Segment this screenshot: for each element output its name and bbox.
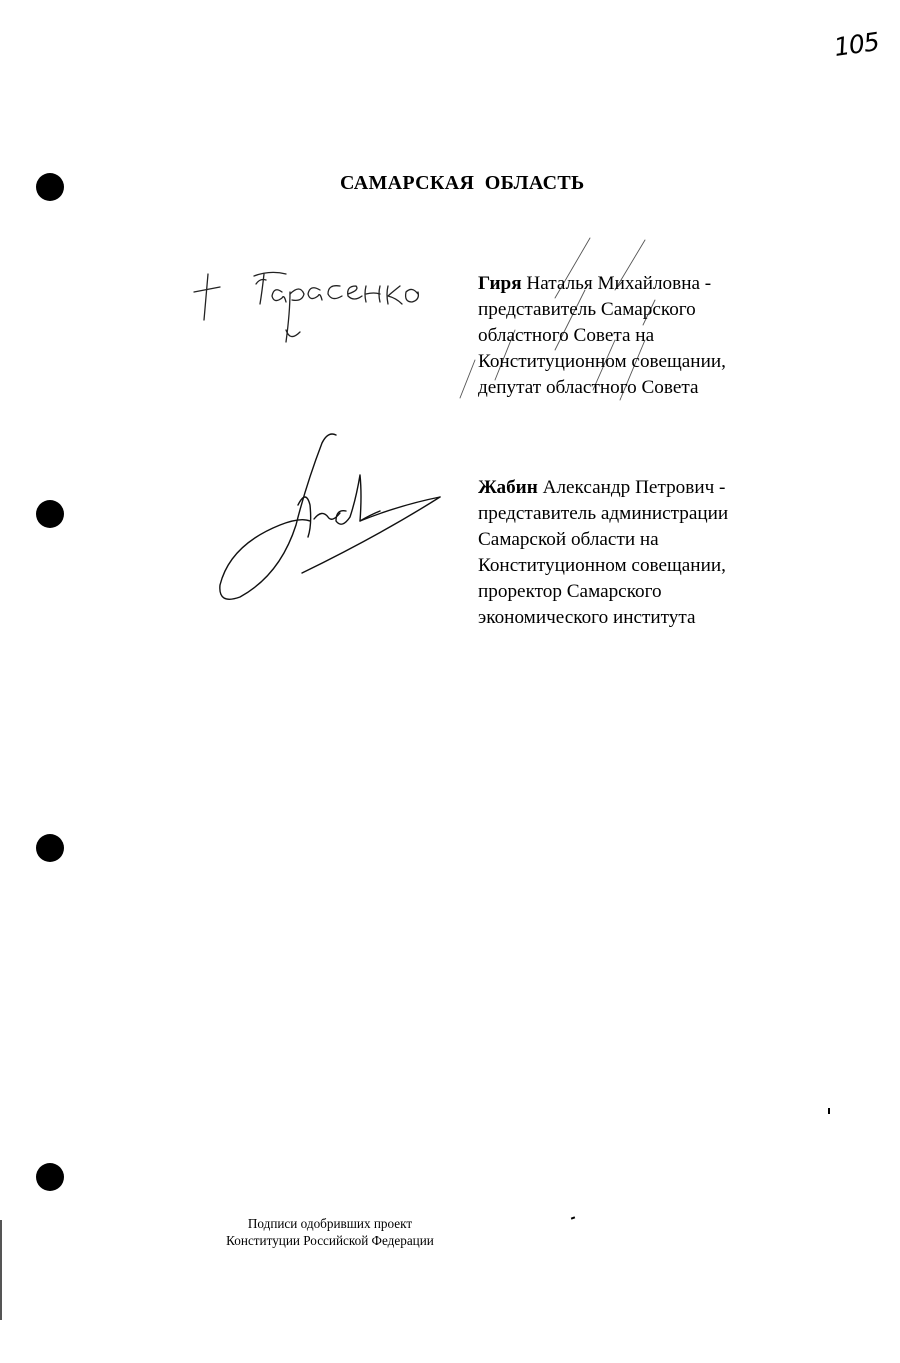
entry-line: проректор Самарского [478,581,662,602]
signatory-surname: Гиря [478,273,522,294]
entry-line: Наталья Михайловна - [526,273,712,294]
handwritten-signature [210,425,450,610]
signatory-entry [478,271,778,401]
scan-speck [571,1216,575,1219]
region-title: САМАРСКАЯ ОБЛАСТЬ [340,172,585,194]
entry-line: Конституционном совещании, [478,351,726,372]
entry-line: Самарской области на [478,529,659,550]
entry-line: Александр Петрович - [542,477,726,498]
signatory-entry [478,475,778,631]
footer-note [180,1215,480,1249]
entry-line: областного Совета на [478,325,655,346]
entry-line: Конституционном совещании, [478,555,726,576]
punch-hole [36,1163,64,1191]
entry-line: представитель администрации [478,503,729,524]
entry-line: представитель Самарского [478,299,696,320]
entry-line: экономического института [478,607,696,628]
footer-line: Конституции Российской Федерации [226,1233,434,1248]
punch-hole [36,834,64,862]
entry-line: депутат областного Совета [478,377,699,398]
footer-line: Подписи одобривших проект [247,1216,413,1231]
scan-speck [828,1108,830,1114]
page-number: 105 [832,27,881,62]
punch-hole [36,500,64,528]
punch-hole [36,173,64,201]
scan-edge-line [0,1220,2,1320]
handwritten-note [190,262,425,352]
signatory-surname: Жабин [478,477,538,498]
